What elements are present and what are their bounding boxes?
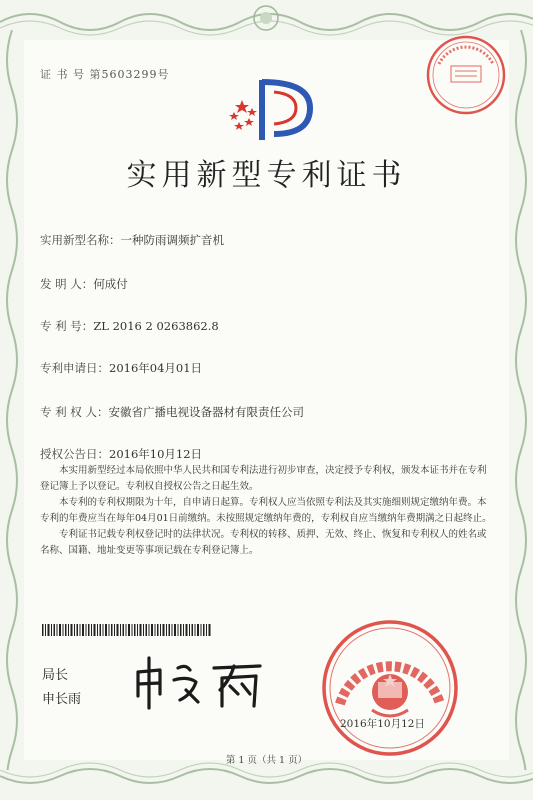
decorative-border-right bbox=[509, 30, 533, 770]
inventor-value: 何成付 bbox=[93, 277, 128, 291]
barcode-icon bbox=[42, 624, 212, 636]
grant-date-label: 授权公告日： bbox=[40, 447, 109, 461]
grant-date-field bbox=[40, 446, 202, 462]
utility-model-name-label: 实用新型名称： bbox=[40, 233, 121, 247]
body-paragraph-3: 专利证书记载专利权登记时的法律状况。专利权的转移、质押、无效、终止、恢复和专利权人的姓名或名称、国籍、地址变更等事项记载在专利登记簿上。 bbox=[40, 529, 487, 556]
patent-office-logo-icon bbox=[222, 70, 332, 150]
filing-date-value: 2016年04月01日 bbox=[109, 361, 203, 375]
certificate-body-text bbox=[40, 463, 495, 559]
inventor-field bbox=[40, 276, 128, 292]
certificate-title: 实用新型专利证书 bbox=[126, 158, 407, 193]
patentee-value: 安徽省广播电视设备器材有限责任公司 bbox=[108, 405, 304, 419]
director-name: 申长雨 bbox=[42, 692, 82, 707]
agency-seal-icon bbox=[425, 34, 507, 116]
page-number: 第 1 页（共 1 页） bbox=[225, 755, 308, 766]
grant-date-value: 2016年10月12日 bbox=[109, 447, 203, 461]
patentee-field bbox=[40, 404, 304, 420]
filing-date-field bbox=[40, 360, 202, 376]
filing-date-label: 专利申请日： bbox=[40, 361, 109, 375]
utility-model-name-value: 一种防雨调频扩音机 bbox=[120, 233, 224, 247]
inventor-label: 发 明 人： bbox=[40, 277, 94, 291]
handwritten-signature-icon bbox=[130, 650, 270, 714]
decorative-border-left bbox=[0, 30, 24, 770]
body-paragraph-2: 本专利的专利权期限为十年，自申请日起算。专利权人应当依照专利法及其实施细则规定缴纳年费。本专利的年费应当在每年04月01日前缴纳。未按照规定缴纳年费的，专利权自应当缴纳年费期满之日起终止。 bbox=[40, 497, 492, 524]
decorative-border-bottom bbox=[0, 760, 533, 800]
body-paragraph-1: 本实用新型经过本局依照中华人民共和国专利法进行初步审查，决定授予专利权，颁发本证书并在专利登记簿上予以登记。专利权自授权公告之日起生效。 bbox=[40, 465, 487, 492]
patentee-label: 专 利 权 人： bbox=[40, 405, 109, 419]
patent-number-field bbox=[40, 318, 219, 334]
seal-date: 2016年10月12日 bbox=[340, 718, 425, 730]
utility-model-name-field bbox=[40, 232, 224, 248]
patent-number-label: 专 利 号： bbox=[40, 319, 94, 333]
official-seal-icon bbox=[320, 618, 460, 758]
certificate-number: 证 书 号 第5603299号 bbox=[40, 68, 170, 81]
director-title: 局长 bbox=[42, 668, 69, 683]
patent-number-value: ZL 2016 2 0263862.8 bbox=[93, 319, 219, 333]
